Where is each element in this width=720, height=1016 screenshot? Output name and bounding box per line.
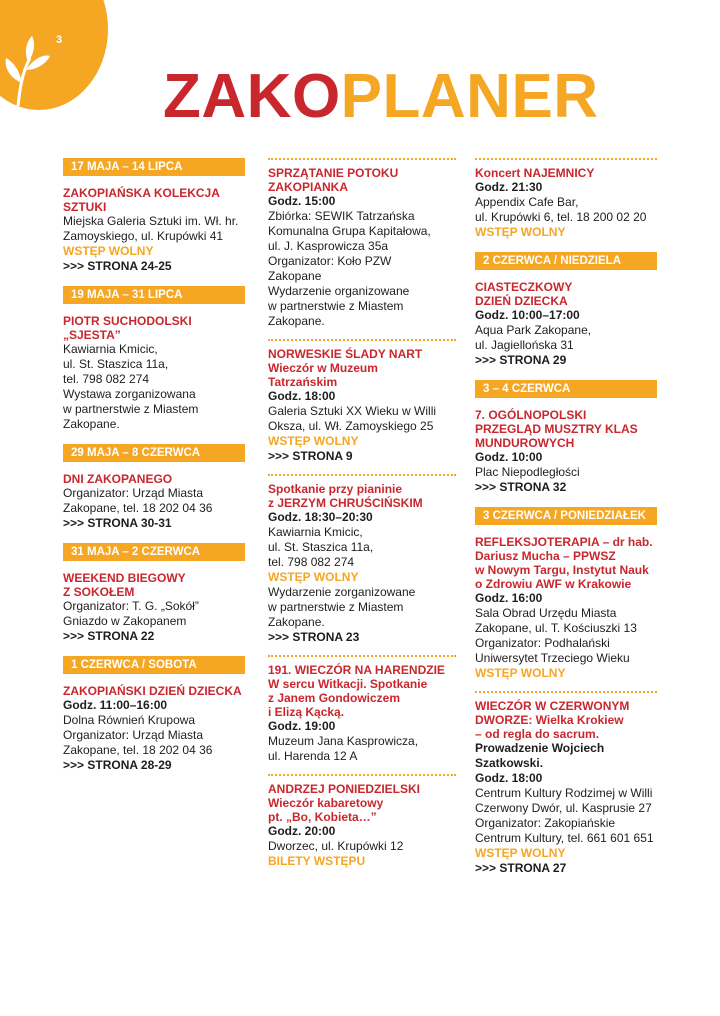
date-band: 2 CZERWCA / NIEDZIELA xyxy=(475,252,657,270)
date-block xyxy=(268,158,456,869)
event-entry xyxy=(268,774,456,869)
event-detail: w partnerstwie z Miastem xyxy=(268,299,404,313)
column-3 xyxy=(475,158,657,888)
page-reference: >>> STRONA 30-31 xyxy=(63,516,172,530)
event-detail: Zbiórka: SEWIK Tatrzańska xyxy=(268,209,415,223)
event-detail: Organizator: Zakopiańskie xyxy=(475,816,616,830)
event-title: SZTUKI xyxy=(63,200,107,214)
event-title: PRZEGLĄD MUSZTRY KLAS xyxy=(475,422,638,436)
event-detail: ul. St. Staszica 11a, xyxy=(268,540,374,554)
event-detail: Dolna Równień Krupowa xyxy=(63,713,196,727)
event-entry xyxy=(63,314,245,432)
event-detail: Zamoyskiego, ul. Krupówki 41 xyxy=(63,229,224,243)
event-title: PIOTR SUCHODOLSKI xyxy=(63,314,192,328)
date-band: 29 MAJA – 8 CZERWCA xyxy=(63,444,245,462)
event-detail: w partnerstwie z Miastem xyxy=(63,402,199,416)
event-entry xyxy=(63,571,245,644)
date-block xyxy=(475,380,657,495)
event-detail: Centrum Kultury, tel. 661 601 651 xyxy=(475,831,654,845)
event-time: Godz. 11:00–16:00 xyxy=(63,698,168,712)
event-title: DZIEŃ DZIECKA xyxy=(475,294,568,308)
event-time: Godz. 19:00 xyxy=(268,719,336,733)
event-detail: Zakopane, ul. T. Kościuszki 13 xyxy=(475,621,637,635)
event-detail: Galeria Sztuki XX Wieku w Willi xyxy=(268,404,437,418)
event-detail: tel. 798 082 274 xyxy=(63,372,150,386)
event-detail: ul. J. Kasprowicza 35a xyxy=(268,239,389,253)
dotted-separator xyxy=(268,339,456,347)
event-title: Wieczór kabaretowy xyxy=(268,796,384,810)
event-entry xyxy=(475,408,657,495)
event-detail: Zakopane. xyxy=(63,417,120,431)
event-entry xyxy=(268,655,456,764)
event-time: Godz. 18:00 xyxy=(475,771,543,785)
admission-label: WSTĘP WOLNY xyxy=(268,570,359,584)
event-entry xyxy=(475,691,657,876)
page-reference: >>> STRONA 23 xyxy=(268,630,360,644)
event-title: z JERZYM CHRUŚCIŃSKIM xyxy=(268,496,423,510)
admission-label: WSTĘP WOLNY xyxy=(475,225,566,239)
event-time: Godz. 10:00 xyxy=(475,450,543,464)
event-title: Tatrzańskim xyxy=(268,375,338,389)
event-detail: Muzeum Jana Kasprowicza, xyxy=(268,734,419,748)
admission-label: WSTĘP WOLNY xyxy=(475,846,566,860)
event-detail: Gniazdo w Zakopanem xyxy=(63,614,187,628)
event-title: MUNDUROWYCH xyxy=(475,436,575,450)
date-band: 19 MAJA – 31 LIPCA xyxy=(63,286,245,304)
event-entry xyxy=(63,186,245,274)
event-detail: Organizator: Podhalański xyxy=(475,636,610,650)
event-detail: Wydarzenie organizowane xyxy=(268,284,410,298)
column-1 xyxy=(63,158,245,785)
date-block xyxy=(63,543,245,644)
date-block xyxy=(63,158,245,274)
wheat-logo-icon xyxy=(0,28,63,108)
dotted-separator xyxy=(475,158,657,166)
event-title: SPRZĄTANIE POTOKU xyxy=(268,166,399,180)
event-time: Godz. 15:00 xyxy=(268,194,336,208)
event-entry xyxy=(63,472,245,531)
event-title: Spotkanie przy pianinie xyxy=(268,482,403,496)
event-title: WIECZÓR W CZERWONYM xyxy=(475,699,630,713)
page-reference: >>> STRONA 27 xyxy=(475,861,567,875)
event-detail: Organizator: Urząd Miasta xyxy=(63,728,204,742)
event-title: DWORZE: Wielka Krokiew xyxy=(475,713,624,727)
event-time: Prowadzenie Wojciech xyxy=(475,741,605,755)
dotted-separator xyxy=(268,474,456,482)
event-title: NORWESKIE ŚLADY NART xyxy=(268,347,423,361)
event-detail: Miejska Galeria Sztuki im. Wł. hr. xyxy=(63,214,239,228)
event-entry xyxy=(475,280,657,368)
event-title: o Zdrowiu AWF w Krakowie xyxy=(475,577,632,591)
zakoplaner-logo xyxy=(163,64,599,130)
page-reference: >>> STRONA 9 xyxy=(268,449,353,463)
dotted-separator xyxy=(268,158,456,166)
event-detail: Wydarzenie zorganizowane xyxy=(268,585,416,599)
event-title: „SJESTA” xyxy=(63,328,121,342)
event-time: Godz. 10:00–17:00 xyxy=(475,308,580,322)
column-2 xyxy=(268,158,456,881)
event-detail: Sala Obrad Urzędu Miasta xyxy=(475,606,617,620)
page-reference: >>> STRONA 22 xyxy=(63,629,155,643)
event-title: CIASTECZKOWY xyxy=(475,280,573,294)
event-title: i Elizą Kącką. xyxy=(268,705,345,719)
event-title: ANDRZEJ PONIEDZIELSKI xyxy=(268,782,421,796)
dotted-separator xyxy=(268,774,456,782)
event-title: Koncert NAJEMNICY xyxy=(475,166,595,180)
event-detail: ul. Krupówki 6, tel. 18 200 02 20 xyxy=(475,210,647,224)
event-title: REFLEKSJOTERAPIA – dr hab. xyxy=(475,535,653,549)
event-detail: Zakopane. xyxy=(268,615,325,629)
event-detail: Czerwony Dwór, ul. Kasprusie 27 xyxy=(475,801,652,815)
admission-label: WSTĘP WOLNY xyxy=(268,434,359,448)
event-title: W sercu Witkacji. Spotkanie xyxy=(268,677,428,691)
event-detail: Uniwersytet Trzeciego Wieku xyxy=(475,651,630,665)
date-block xyxy=(63,286,245,432)
event-detail: Plac Niepodległości xyxy=(475,465,580,479)
event-detail: Aqua Park Zakopane, xyxy=(475,323,592,337)
event-detail: Zakopane, tel. 18 202 04 36 xyxy=(63,501,213,515)
event-entry xyxy=(268,474,456,645)
event-title: 191. WIECZÓR NA HARENDZIE xyxy=(268,663,445,677)
date-block xyxy=(475,252,657,368)
event-time: Godz. 21:30 xyxy=(475,180,543,194)
event-entry xyxy=(63,684,245,773)
event-detail: Zakopane. xyxy=(268,314,325,328)
event-time: Godz. 18:00 xyxy=(268,389,336,403)
event-time: Godz. 16:00 xyxy=(475,591,543,605)
event-detail: Organizator: Urząd Miasta xyxy=(63,486,204,500)
event-detail: Organizator: T. G. „Sokół” xyxy=(63,599,199,613)
event-title: 7. OGÓLNOPOLSKI xyxy=(475,408,587,422)
dotted-separator xyxy=(475,691,657,699)
event-title: pt. „Bo, Kobieta…” xyxy=(268,810,377,824)
event-detail: Wystawa zorganizowana xyxy=(63,387,196,401)
event-detail: Organizator: Koło PZW xyxy=(268,254,392,268)
event-detail: Komunalna Grupa Kapitałowa, xyxy=(268,224,431,238)
event-detail: ul. Jagiellońska 31 xyxy=(475,338,574,352)
date-band: 31 MAJA – 2 CZERWCA xyxy=(63,543,245,561)
event-title: ZAKOPIAŃSKA KOLEKCJA xyxy=(63,186,220,200)
event-title: Wieczór w Muzeum xyxy=(268,361,378,375)
event-title: ZAKOPIAŃSKI DZIEŃ DZIECKA xyxy=(63,684,242,698)
event-detail: Centrum Kultury Rodzimej w Willi xyxy=(475,786,653,800)
event-time: Szatkowski. xyxy=(475,756,544,770)
event-detail: Kawiarnia Kmicic, xyxy=(63,342,158,356)
event-time: Godz. 18:30–20:30 xyxy=(268,510,373,524)
date-band: 3 – 4 CZERWCA xyxy=(475,380,657,398)
event-title: WEEKEND BIEGOWY xyxy=(63,571,186,585)
event-detail: ul. St. Staszica 11a, xyxy=(63,357,169,371)
event-title: w Nowym Targu, Instytut Nauk xyxy=(475,563,649,577)
event-detail: Kawiarnia Kmicic, xyxy=(268,525,363,539)
event-title: ZAKOPIANKA xyxy=(268,180,348,194)
event-title: Dariusz Mucha – PPWSZ xyxy=(475,549,616,563)
page-reference: >>> STRONA 29 xyxy=(475,353,567,367)
event-title: Z SOKOŁEM xyxy=(63,585,135,599)
page-reference: >>> STRONA 24-25 xyxy=(63,259,172,273)
date-band: 3 CZERWCA / PONIEDZIAŁEK xyxy=(475,507,657,525)
page-reference: >>> STRONA 28-29 xyxy=(63,758,172,772)
event-entry xyxy=(475,535,657,681)
event-entry xyxy=(268,339,456,464)
date-band: 17 MAJA – 14 LIPCA xyxy=(63,158,245,176)
date-block xyxy=(475,158,657,240)
event-detail: w partnerstwie z Miastem xyxy=(268,600,404,614)
event-detail: tel. 798 082 274 xyxy=(268,555,355,569)
date-block xyxy=(63,444,245,531)
page-number: 3 xyxy=(56,34,63,46)
logo-part-planer: PLANER xyxy=(340,62,599,131)
logo-part-zako: ZAKO xyxy=(163,62,341,131)
event-entry xyxy=(475,158,657,240)
page-reference: >>> STRONA 32 xyxy=(475,480,567,494)
event-title: DNI ZAKOPANEGO xyxy=(63,472,173,486)
event-title: – od regla do sacrum. xyxy=(475,727,600,741)
event-detail: Zakopane xyxy=(268,269,322,283)
event-detail: Dworzec, ul. Krupówki 12 xyxy=(268,839,404,853)
event-entry xyxy=(268,158,456,329)
date-block xyxy=(475,507,657,876)
logo-k-flame: K xyxy=(246,62,292,131)
event-detail: Zakopane, tel. 18 202 04 36 xyxy=(63,743,213,757)
dotted-separator xyxy=(268,655,456,663)
admission-label: WSTĘP WOLNY xyxy=(475,666,566,680)
event-detail: Appendix Cafe Bar, xyxy=(475,195,579,209)
admission-label: WSTĘP WOLNY xyxy=(63,244,154,258)
event-time: Godz. 20:00 xyxy=(268,824,336,838)
date-block xyxy=(63,656,245,773)
event-title: z Janem Gondowiczem xyxy=(268,691,401,705)
date-band: 1 CZERWCA / SOBOTA xyxy=(63,656,245,674)
admission-label: BILETY WSTĘPU xyxy=(268,854,366,868)
event-detail: Oksza, ul. Wł. Zamoyskiego 25 xyxy=(268,419,434,433)
event-detail: ul. Harenda 12 A xyxy=(268,749,358,763)
